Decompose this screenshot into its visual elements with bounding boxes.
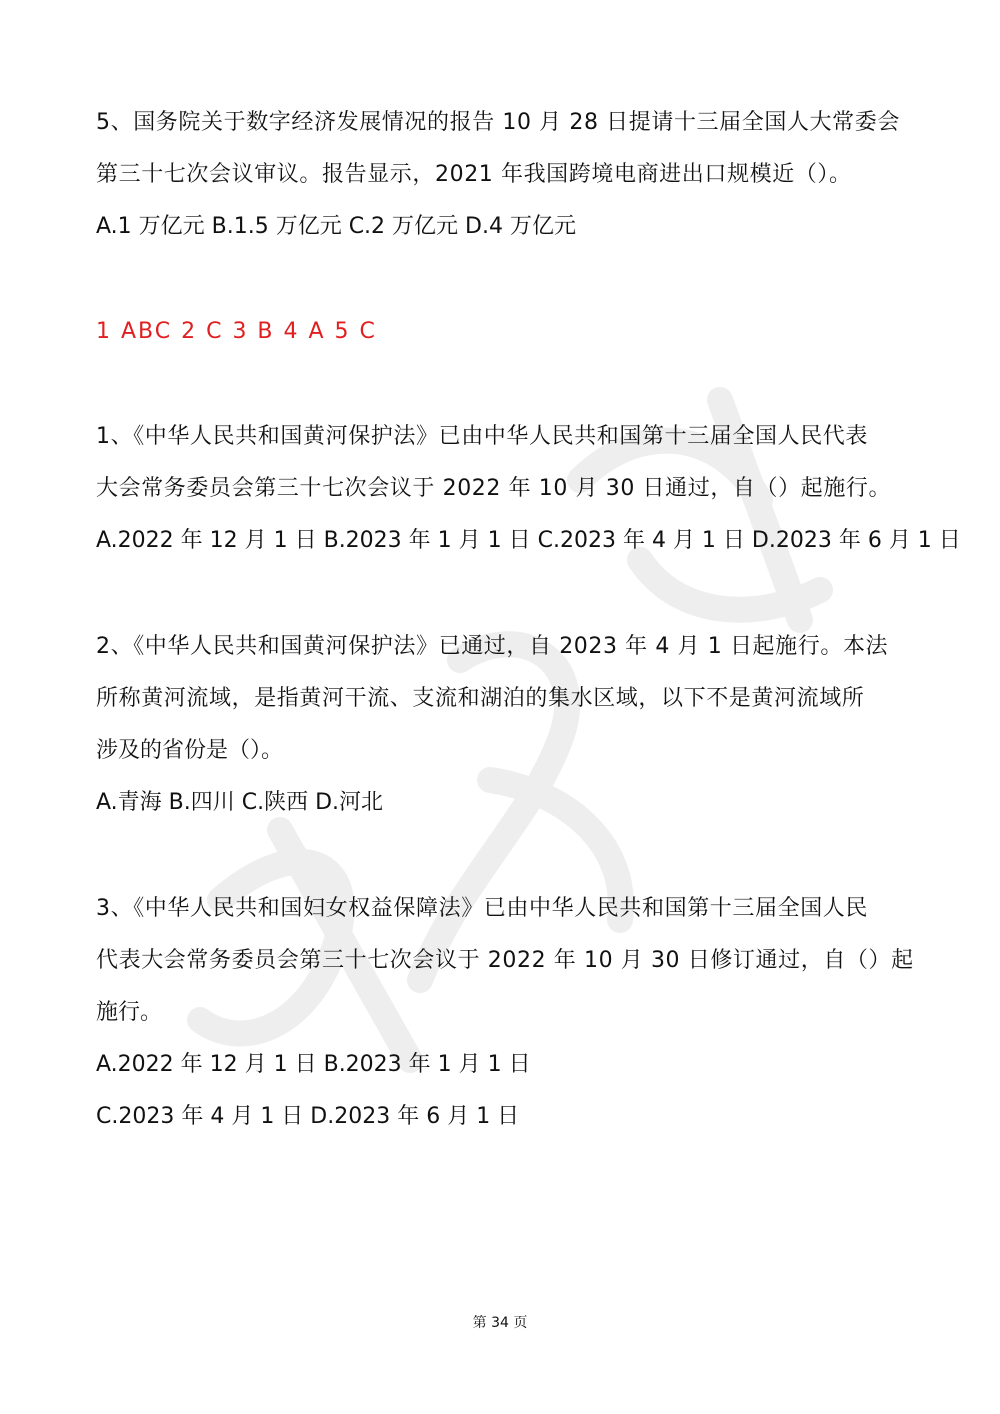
question3-options-row1: A.2022 年 12 月 1 日 B.2023 年 1 月 1 日 — [96, 1052, 531, 1077]
question5-line2: 第三十七次会议审议。报告显示，2021 年我国跨境电商进出口规模近（）。 — [96, 162, 852, 187]
question3-options-row2: C.2023 年 4 月 1 日 D.2023 年 6 月 1 日 — [96, 1104, 520, 1129]
question3-line1: 3、《中华人民共和国妇女权益保障法》已由中华人民共和国第十三届全国人民 — [96, 896, 868, 921]
question5-line1: 5、国务院关于数字经济发展情况的报告 10 月 28 日提请十三届全国人大常委会 — [96, 110, 900, 135]
question2-line1: 2、《中华人民共和国黄河保护法》已通过，自 2023 年 4 月 1 日起施行。本法 — [96, 634, 889, 659]
question1-line1: 1、《中华人民共和国黄河保护法》已由中华人民共和国第十三届全国人民代表 — [96, 424, 868, 449]
question1-options: A.2022 年 12 月 1 日 B.2023 年 1 月 1 日 C.2023 年 4 月 1 日 D.2023 年 6 月 1 日 — [96, 528, 961, 553]
question5-options: A.1 万亿元 B.1.5 万亿元 C.2 万亿元 D.4 万亿元 — [96, 214, 576, 239]
page-number: 第 34 页 — [472, 1315, 528, 1331]
question1-line2: 大会常务委员会第三十七次会议于 2022 年 10 月 30 日通过，自（）起施行。 — [96, 476, 892, 501]
answer-key: 1 ABC 2 C 3 B 4 A 5 C — [96, 319, 377, 344]
question2-line3: 涉及的省份是（）。 — [96, 738, 284, 763]
question2-options: A.青海 B.四川 C.陕西 D.河北 — [96, 790, 384, 815]
question3-line3: 施行。 — [96, 1000, 163, 1025]
question2-line2: 所称黄河流域，是指黄河干流、支流和湖泊的集水区域，以下不是黄河流域所 — [96, 686, 865, 711]
question3-line2: 代表大会常务委员会第三十七次会议于 2022 年 10 月 30 日修订通过，自（）起 — [96, 948, 914, 973]
